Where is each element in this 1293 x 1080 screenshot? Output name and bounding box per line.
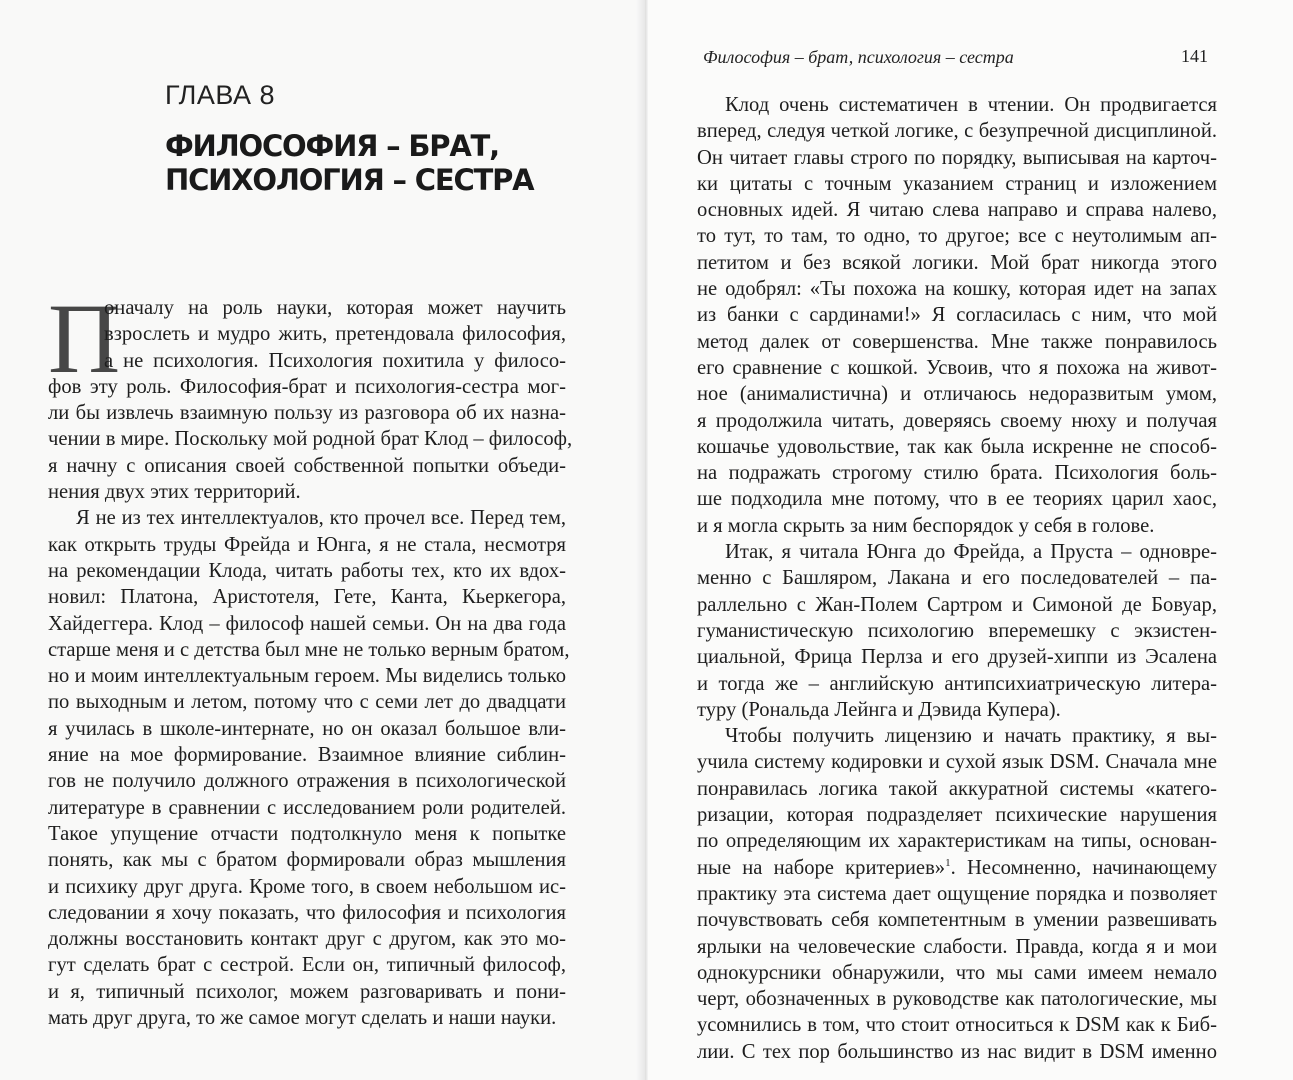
text-line: ризации, которая подразделяет психические нарушения — [697, 804, 1217, 827]
text-line: литературе в сравнении с исследованием роли родителей. — [48, 796, 566, 819]
text-line: на подражать строгому стилю брата. Психология боль- — [697, 462, 1217, 485]
text-line: а не психология. Психология похитила у филосо- — [104, 349, 566, 372]
right-body-text — [697, 92, 1217, 1065]
text-line: и я могла скрыть за ним беспорядок у себя в голове. — [697, 514, 1155, 537]
text-line: следовании я хочу показать, что философия и психология — [48, 901, 566, 924]
text-line: по определяющим их характеристикам на типы, основан- — [697, 830, 1217, 853]
text-line: циальной, Фрица Перлза и его друзей-хиппи из Эсалена — [697, 646, 1217, 669]
text-line: и психику друг друга. Кроме того, в своем небольшом ис- — [48, 875, 566, 898]
text-line: и я, типичный психолог, можем разговаривать и пони- — [48, 980, 566, 1003]
text-line: основных идей. Я читаю слева направо и справа налево, — [697, 199, 1217, 222]
text-line: Итак, я читала Юнга до Фрейда, а Пруста – одновре- — [725, 541, 1217, 564]
text-line: чении в мире. Поскольку мой родной брат Клод – философ, — [48, 428, 573, 451]
text-line: гут сделать брат с сестрой. Если он, типичный философ, — [48, 954, 566, 977]
text-line: Такое упущение отчасти подтолкнуло меня к попытке — [48, 822, 566, 845]
text-line: по выходным и летом, потому что с семи лет до двадцати — [48, 691, 566, 714]
chapter-title-line: ПСИХОЛОГИЯ – СЕСТРА — [165, 163, 534, 197]
text-line: кошачье удовольствие, так как была искренне не способ- — [697, 435, 1217, 458]
chapter-number: ГЛАВА 8 — [165, 80, 275, 110]
chapter-title-line: ФИЛОСОФИЯ – БРАТ, — [165, 129, 499, 163]
text-line: взрослеть и мудро жить, претендовала философия, — [104, 323, 566, 346]
text-line: и тогда же – английскую антипсихиатрическую литера- — [697, 672, 1217, 695]
text-line: на рекомендации Клода, читать работы тех, кто их вдох- — [48, 559, 566, 582]
text-line: как открыть труды Фрейда и Юнга, я не стала, несмотря — [48, 533, 566, 556]
text-line: учила систему кодировки и сухой язык DSM. Сначала мне — [697, 751, 1217, 774]
text-line: нения двух этих территорий. — [48, 481, 301, 504]
text-line: вперед, следуя четкой логике, с безупречной дисциплиной. — [697, 120, 1217, 143]
text-line: однокурсники обнаружили, что мы сами имеем немало — [697, 961, 1217, 984]
text-line: Я не из тех интеллектуалов, кто прочел все. Перед тем, — [76, 507, 566, 530]
text-line: не одобрял: «Ты похожа на кошку, которая идет на запах — [697, 278, 1217, 301]
text-line: менно с Башляром, Лакана и его последователей – па- — [697, 567, 1217, 590]
text-line: яние на мое формирование. Взаимное влияние сиблин- — [48, 744, 566, 767]
text-line: я училась в школе-интернате, но он оказал большое вли- — [48, 717, 566, 740]
text-line: усомнились в том, что стоит относиться к DSM как к Биб- — [697, 1014, 1217, 1037]
left-page — [0, 0, 646, 1080]
text-line: понять, как мы с братом формировали образ мышления — [48, 849, 566, 872]
text-line: из банки с сардинами!» Я согласилась с ним, что мой — [697, 304, 1217, 327]
text-line: новил: Платона, Аристотеля, Гете, Канта, Кьеркегора, — [48, 586, 566, 609]
text-line: гов не получило должного отражения в психологической — [48, 770, 566, 793]
text-line: туру (Рональда Лейнга и Дэвида Купера). — [697, 698, 1061, 721]
text-line: ли бы извлечь взаимную пользу из разговора об их назна- — [48, 402, 566, 425]
text-line: мать друг друга, то же самое могут сделать и наши науки. — [48, 1007, 557, 1030]
text-line: Он читает главы строго по порядку, выписывая на карточ- — [697, 146, 1217, 169]
text-line: петитом и без всякой логики. Мой брат никогда этого — [697, 251, 1217, 274]
text-line: фов эту роль. Философия-брат и психология-сестра мог- — [48, 375, 566, 398]
text-line: но и моим интеллектуальным героем. Мы виделись только — [48, 665, 566, 688]
text-line: Чтобы получить лицензию и начать практику, я вы- — [725, 725, 1217, 748]
text-line: ше подходила мне потому, что в ее теориях царил хаос, — [697, 488, 1217, 511]
footnote-mark: 1 — [945, 856, 951, 869]
text-fragment: ные на наборе критериев» — [697, 856, 946, 879]
text-line: лии. С тех пор большинство из нас видит в DSM именно — [697, 1040, 1217, 1063]
text-line: черт, обозначенных в руководстве как патологические, мы — [697, 988, 1217, 1011]
text-line: я продолжила читать, доверяясь своему нюху и получая — [697, 409, 1217, 432]
text-line: Клод очень систематичен в чтении. Он продвигается — [725, 94, 1217, 116]
text-line: ки цитаты с точным указанием страниц и изложением — [697, 172, 1217, 195]
page-number: 141 — [1181, 46, 1208, 66]
text-line: практику эта система дает ощущение порядка и позволяет — [697, 882, 1217, 905]
text-line: гуманистическую психологию вперемешку с экзистен- — [697, 619, 1217, 642]
text-line: оначалу на роль науки, которая может научить — [104, 297, 566, 319]
running-head: Философия – брат, психология – сестра — [703, 47, 1014, 67]
text-line: старше меня и с детства был мне не только верным братом, — [48, 638, 570, 661]
chapter-title — [165, 129, 585, 197]
text-line: понравилась логика такой аккуратной системы «катего- — [697, 777, 1217, 800]
right-page — [648, 0, 1293, 1080]
text-line: Хайдеггера. Клод – философ нашей семьи. Он на два года — [48, 612, 566, 635]
text-line: должны восстановить контакт друг с другом, как это мо- — [48, 928, 566, 951]
text-line: ное (анималистична) и отличаюсь недоразвитым умом, — [697, 383, 1217, 406]
text-line: метод далек от совершенства. Мне также понравилось — [697, 330, 1217, 353]
text-line: я начну с описания своей собственной попытки объеди- — [48, 454, 566, 477]
left-body-text — [48, 283, 573, 1031]
text-fragment: . Несомненно, начинающему — [950, 856, 1217, 879]
text-line: то тут, то там, то одно, то другое; все с неутолимым ап- — [697, 225, 1217, 248]
text-line: раллельно с Жан-Полем Сартром и Симоной де Бовуар, — [697, 593, 1217, 616]
drop-cap: П — [48, 283, 121, 394]
text-line-with-footnote — [697, 855, 1217, 881]
text-line: его сравнение с кошкой. Усвоив, что я похожа на живот- — [697, 356, 1217, 379]
text-line: почувствовать себя компетентным в умении развешивать — [697, 909, 1217, 932]
text-line: ярлыки на человеческие слабости. Правда, когда я и мои — [697, 935, 1217, 958]
